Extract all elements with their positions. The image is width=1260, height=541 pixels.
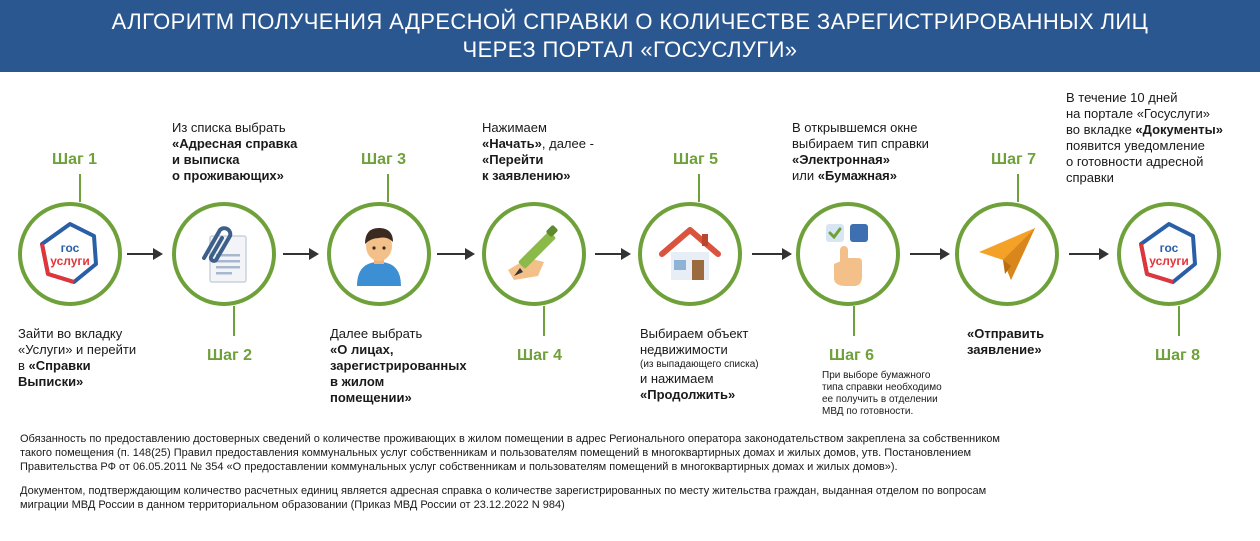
arrow-4-5: [595, 247, 631, 261]
step-5-stem: [698, 174, 700, 202]
house-icon: [654, 218, 726, 290]
step-1-text: Зайти во вкладку «Услуги» и перейти в «Справки Выписки»: [18, 326, 137, 389]
footer-paragraph-2: Документом, подтверждающим количество расчетных единиц является адресная справка о количестве зарегистрированных по месту жительства граждан, выданная отделом по вопросам миграции МВД России в данном территориальном образовании (Приказ МВД России от 23.12.2022 N 984): [20, 485, 987, 511]
step-3-text: Далее выбрать «О лицах, зарегистрированных в жилом помещении»: [330, 326, 467, 405]
arrow-3-4: [437, 247, 475, 261]
step-1-circle: [18, 202, 122, 306]
step-3-stem: [387, 174, 389, 202]
paper-plane-icon: [971, 218, 1043, 290]
step-7-stem: [1017, 174, 1019, 202]
step-8-text: В течение 10 дней на портале «Госуслуги» во вкладке «Документы» появится уведомление о готовности адресной справки: [1066, 90, 1223, 185]
step-5-circle: [638, 202, 742, 306]
title-banner: [0, 0, 1260, 72]
arrow-7-8: [1069, 247, 1109, 261]
step-2-text: Из списка выбрать «Адресная справка и выписка о проживающих»: [172, 120, 298, 183]
person-icon: [343, 218, 415, 290]
step-4-stem: [543, 306, 545, 336]
arrow-1-2: [127, 247, 163, 261]
step-7-circle: [955, 202, 1059, 306]
logo-text-top: гос: [60, 241, 80, 255]
paperclip-document-icon: [188, 218, 260, 290]
pen-writing-icon: [498, 218, 570, 290]
step-4-text: Нажимаем «Начать», далее - «Перейти к заявлению»: [482, 120, 594, 183]
footer-paragraph-1: Обязанность по предоставлению достоверных сведений о количестве проживающих в жилом помещении в адрес Регионального оператора законодательством закреплена за собственником такого помещения (п. 148(25) Правил предоставления коммунальных услуг собственникам и пользователям помещений в многоквартирных домах и жилых домов, утв. Постановлением Правительства РФ от 06.05.2011 № 354 «О предоставлении коммунальных услуг собственникам и пользователям помещений в многоквартирных домах и жилых домов»).: [20, 433, 1000, 473]
step-1-label: Шаг 1: [52, 151, 97, 168]
hand-checkbox-icon: [812, 218, 884, 290]
logo-text-bottom: услуги: [50, 254, 90, 268]
step-4-label: Шаг 4: [517, 347, 562, 364]
step-3-label: Шаг 3: [361, 151, 406, 168]
step-5-text: Выбираем объект недвижимости (из выпадающего списка) и нажимаем «Продолжить»: [640, 326, 759, 402]
step-2-circle: [172, 202, 276, 306]
footer-notes: [20, 432, 1240, 522]
step-6-note: При выборе бумажного типа справки необходимо ее получить в отделении МВД по готовности.: [822, 370, 942, 417]
arrow-5-6: [752, 247, 792, 261]
step-8-label: Шаг 8: [1155, 347, 1200, 364]
step-2-label: Шаг 2: [207, 347, 252, 364]
steps-diagram: [0, 72, 1260, 430]
title-line-2: ЧЕРЕЗ ПОРТАЛ «ГОСУСЛУГИ»: [462, 37, 798, 62]
logo-text-bottom: услуги: [1149, 254, 1189, 268]
step-5-label: Шаг 5: [673, 151, 718, 168]
step-6-text: В открывшемся окне выбираем тип справки «Электронная» или «Бумажная»: [792, 120, 929, 183]
arrow-2-3: [283, 247, 319, 261]
logo-text-top: гос: [1159, 241, 1179, 255]
gosuslugi-logo-icon: [1133, 218, 1205, 290]
step-6-label: Шаг 6: [829, 347, 874, 364]
step-6-stem: [853, 306, 855, 336]
step-6-circle: [796, 202, 900, 306]
step-3-circle: [327, 202, 431, 306]
arrow-6-7: [910, 247, 950, 261]
step-1-stem: [79, 174, 81, 202]
gosuslugi-logo-icon: [34, 218, 106, 290]
title-line-1: АЛГОРИТМ ПОЛУЧЕНИЯ АДРЕСНОЙ СПРАВКИ О КОЛИЧЕСТВЕ ЗАРЕГИСТРИРОВАННЫХ ЛИЦ: [111, 9, 1149, 34]
step-7-label: Шаг 7: [991, 151, 1036, 168]
step-2-stem: [233, 306, 235, 336]
step-8-stem: [1178, 306, 1180, 336]
step-8-circle: [1117, 202, 1221, 306]
step-4-circle: [482, 202, 586, 306]
step-7-text: «Отправить заявление»: [967, 326, 1045, 357]
